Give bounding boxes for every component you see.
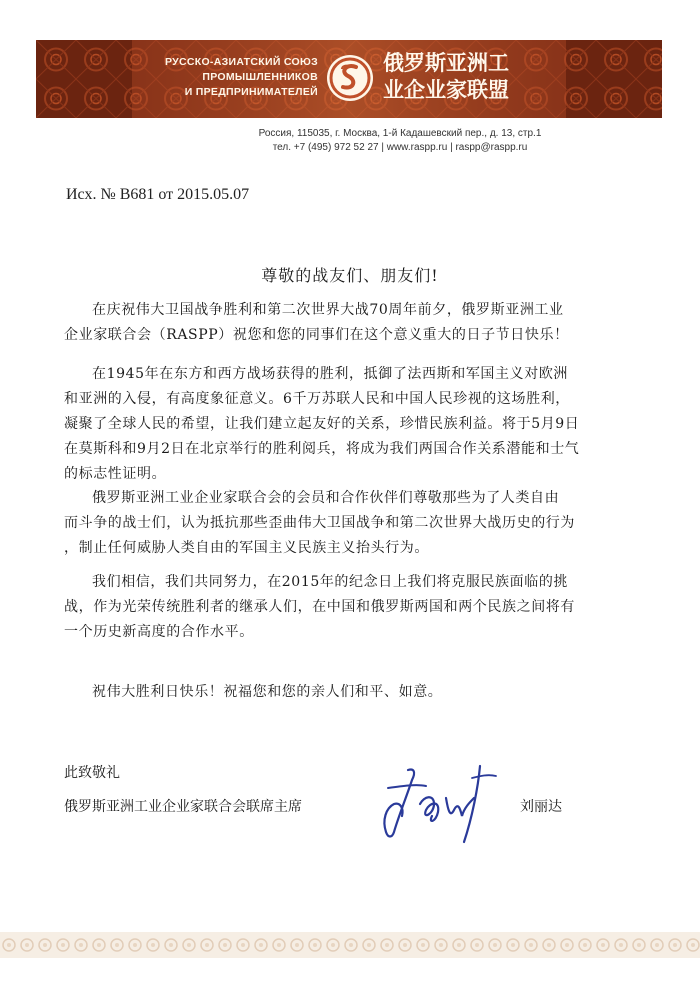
paragraph-line: 在莫斯科和9月2日在北京举行的胜利阅兵，将成为我们两国合作关系潜能和士气 (64, 441, 580, 457)
salutation: 尊敬的战友们、朋友们! (261, 266, 439, 285)
paragraph (64, 680, 624, 705)
paragraph-line: 和亚洲的入侵，有高度象征意义。6千万苏联人民和中国人民珍视的这场胜利， (64, 391, 570, 407)
paragraph-line: 我们相信，我们共同努力，在2015年的纪念日上我们将克服民族面临的挑 (92, 574, 569, 590)
org-name-ru-line: И ПРЕДПРИНИМАТЕЛЕЙ (184, 86, 318, 98)
paragraph (64, 362, 624, 487)
closing: 此致敬礼 (64, 765, 120, 781)
org-name-cn-line: 俄罗斯亚洲工 (383, 51, 509, 75)
paragraph-line: ，制止任何威胁人类自由的军国主义民族主义抬头行为。 (64, 540, 429, 556)
org-name-ru-line: РУССКО-АЗИАТСКИЙ СОЮЗ (164, 56, 318, 68)
paragraph-line: 在1945年在东方和西方战场获得的胜利，抵御了法西斯和军国主义对欧洲 (92, 366, 569, 382)
outgoing-reference: Исх. № В681 от 2015.05.07 (66, 186, 250, 203)
footer-ornament-icon (0, 930, 700, 960)
letterhead-contacts: тел. +7 (495) 972 52 27 | www.raspp.ru | raspp@raspp.ru (272, 142, 528, 153)
org-name-cn-line: 业企业家联盟 (383, 78, 509, 102)
signatory-name: 刘丽达 (520, 799, 562, 815)
rsia-emblem-icon (326, 54, 374, 102)
paragraph-line: 战，作为光荣传统胜利者的继承人们，在中国和俄罗斯两国和两个民族之间将有 (64, 599, 575, 615)
paragraph-line: 一个历史新高度的合作水平。 (64, 624, 254, 640)
paragraph (64, 570, 624, 645)
org-name-ru (138, 55, 318, 100)
paragraph (64, 298, 624, 348)
paragraph-line: 祝伟大胜利日快乐！祝福您和您的亲人们和平、如意。 (92, 684, 443, 700)
org-name-cn (383, 50, 553, 104)
paragraph-line: 的标志性证明。 (64, 466, 167, 482)
paragraph-line: 凝聚了全球人民的希望，让我们建立起友好的关系，珍惜民族利益。将于5月9日 (64, 416, 580, 432)
paragraph-line: 而斗争的战士们，认为抵抗那些歪曲伟大卫国战争和第二次世界大战历史的行为 (64, 515, 575, 531)
letterhead-address: Россия, 115035, г. Москва, 1-й Кадашевский пер., д. 13, стр.1 (258, 128, 542, 139)
signatory-title: 俄罗斯亚洲工业企业家联合会联席主席 (64, 799, 302, 815)
handwritten-signature (368, 758, 508, 848)
paragraph (64, 486, 624, 561)
org-name-ru-line: ПРОМЫШЛЕННИКОВ (202, 71, 318, 83)
paragraph-line: 在庆祝伟大卫国战争胜利和第二次世界大战70周年前夕，俄罗斯亚洲工业 (92, 302, 564, 318)
paragraph-line: 俄罗斯亚洲工业企业家联合会的会员和合作伙伴们尊敬那些为了人类自由 (92, 490, 560, 506)
paragraph-line: 企业家联合会（RASPP）祝您和您的同事们在这个意义重大的日子节日快乐！ (64, 327, 569, 343)
